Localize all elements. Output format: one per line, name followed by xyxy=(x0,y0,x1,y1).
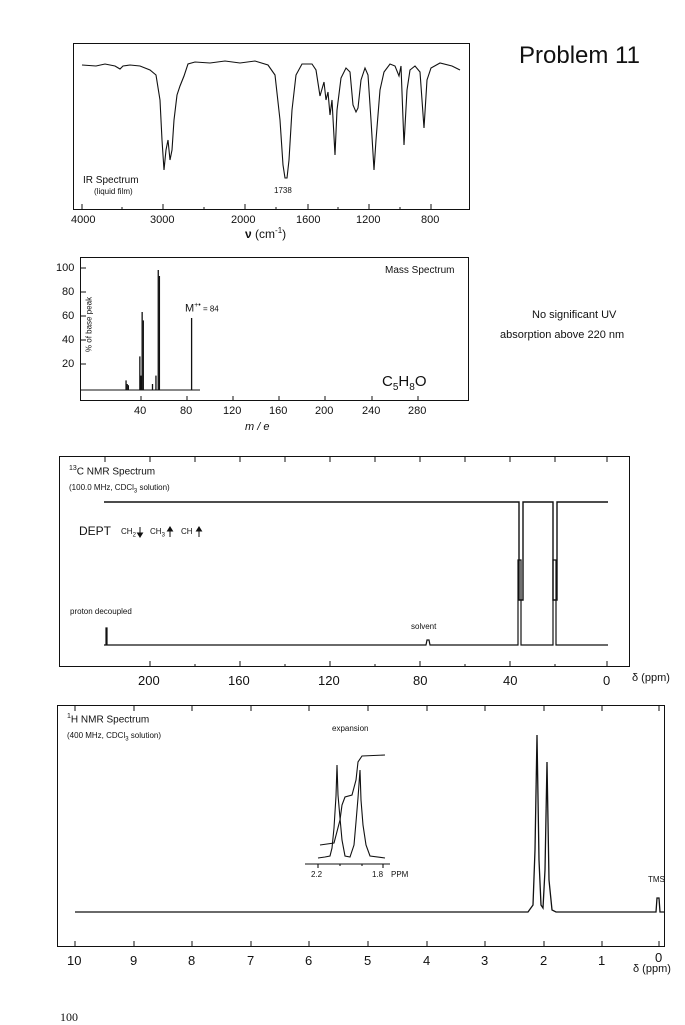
h1-xtick-9: 9 xyxy=(130,953,138,968)
ms-xtick-40: 40 xyxy=(134,405,147,417)
c13-axis-unit: δ (ppm) xyxy=(632,672,670,684)
h1-xtick-3: 3 xyxy=(481,953,489,968)
ir-peak-label: 1738 xyxy=(274,186,292,195)
c13-xtick-40: 40 xyxy=(503,673,518,688)
ms-x-axis-label: m / e xyxy=(245,421,270,433)
page-number: 100 xyxy=(60,1010,78,1024)
ir-axis-nu: ν xyxy=(245,227,252,241)
ms-y-axis-label: % of base peak xyxy=(84,296,94,353)
h1-exp-unit: PPM xyxy=(391,870,409,879)
h1-title-text: H NMR Spectrum xyxy=(70,714,150,726)
ir-tick-1200: 1200 xyxy=(356,214,381,226)
h1-expansion-label: expansion xyxy=(332,724,369,733)
ms-title: Mass Spectrum xyxy=(385,265,455,276)
c13-proton-decoupled: proton decoupled xyxy=(70,607,132,616)
ir-subtitle: (liquid film) xyxy=(94,187,133,196)
ms-xtick-280: 280 xyxy=(408,405,427,417)
c13-xtick-160: 160 xyxy=(228,673,250,688)
dept-label: DEPT xyxy=(79,524,112,538)
c13-xtick-200: 200 xyxy=(138,673,160,688)
ms-m-value: = 84 xyxy=(200,304,219,314)
c13-subtitle-text: (100.0 MHz, CDCl xyxy=(69,483,134,492)
ms-formula-h-sub: 8 xyxy=(409,382,415,393)
h1-subtitle-text: (400 MHz, CDCl xyxy=(67,731,126,740)
dept-ch2-text: CH xyxy=(121,527,133,536)
c13-xtick-120: 120 xyxy=(318,673,340,688)
ir-tick-2000: 2000 xyxy=(231,214,256,226)
ms-ytick-80: 80 xyxy=(62,286,75,298)
uv-note-line2: absorption above 220 nm xyxy=(500,329,625,341)
ms-formula-o: O xyxy=(414,373,427,390)
h1-tms: TMS xyxy=(648,875,665,884)
ir-tick-800: 800 xyxy=(421,214,440,226)
h1-xtick-2: 2 xyxy=(540,953,548,968)
dept-ch2-sub: 2 xyxy=(132,532,136,539)
h1-xtick-8: 8 xyxy=(188,953,196,968)
h1-exp-tick-18: 1.8 xyxy=(372,870,384,879)
h1-subtitle xyxy=(67,731,161,743)
ms-xtick-120: 120 xyxy=(223,405,242,417)
ms-xtick-160: 160 xyxy=(269,405,288,417)
ms-xtick-240: 240 xyxy=(362,405,381,417)
dept-ch3-sub: 3 xyxy=(161,532,165,539)
ir-tick-3000: 3000 xyxy=(150,214,175,226)
h1-title xyxy=(67,713,149,725)
c13-subtitle-end: solution) xyxy=(137,483,170,492)
c13-xtick-0: 0 xyxy=(603,673,611,688)
c13-subtitle-sub: 3 xyxy=(133,488,138,495)
ms-ytick-60: 60 xyxy=(62,310,75,322)
h1-xtick-6: 6 xyxy=(305,953,313,968)
c13-solvent: solvent xyxy=(411,622,437,631)
ir-tick-1600: 1600 xyxy=(296,214,321,226)
h1-title-sup: 1 xyxy=(67,713,71,720)
h1-xtick-7: 7 xyxy=(247,953,255,968)
h1-xtick-10: 10 xyxy=(67,953,82,968)
ms-xtick-200: 200 xyxy=(315,405,334,417)
ms-ytick-40: 40 xyxy=(62,334,75,346)
ir-tick-4000: 4000 xyxy=(71,214,96,226)
h1-subtitle-end: solution) xyxy=(128,731,162,740)
h1-xtick-1: 1 xyxy=(598,953,606,968)
h1-exp-tick-22: 2.2 xyxy=(311,870,323,879)
dept-ch: CH xyxy=(181,527,193,536)
ms-formula-c: C xyxy=(382,373,393,390)
h1-subtitle-sub: 3 xyxy=(125,736,129,743)
c13-xtick-80: 80 xyxy=(413,673,428,688)
ir-axis-exp: -1 xyxy=(275,226,283,235)
h1-xtick-5: 5 xyxy=(364,953,372,968)
h1-xtick-4: 4 xyxy=(423,953,431,968)
ir-title: IR Spectrum xyxy=(83,175,139,186)
ms-formula-c-sub: 5 xyxy=(392,382,399,393)
problem-title: Problem 11 xyxy=(519,42,640,69)
ms-m-sup: +• xyxy=(194,302,201,309)
ir-axis-close: ) xyxy=(282,227,287,241)
h1-axis-unit: δ (ppm) xyxy=(633,963,671,975)
ms-ytick-20: 20 xyxy=(62,358,75,370)
c13-title-sup: 13 xyxy=(69,465,77,472)
h1-xtick-0: 0 xyxy=(655,950,663,965)
expansion-inset xyxy=(305,755,390,868)
c13-title-text: C NMR Spectrum xyxy=(76,466,156,478)
ms-ytick-100: 100 xyxy=(56,262,75,274)
uv-note-line1: No significant UV xyxy=(532,309,617,321)
ir-axis-unit: (cm xyxy=(255,227,276,241)
ms-xtick-80: 80 xyxy=(180,405,193,417)
ms-m: M xyxy=(185,302,195,315)
ms-formula-h: H xyxy=(398,373,410,390)
dept-ch3-text: CH xyxy=(150,527,162,536)
